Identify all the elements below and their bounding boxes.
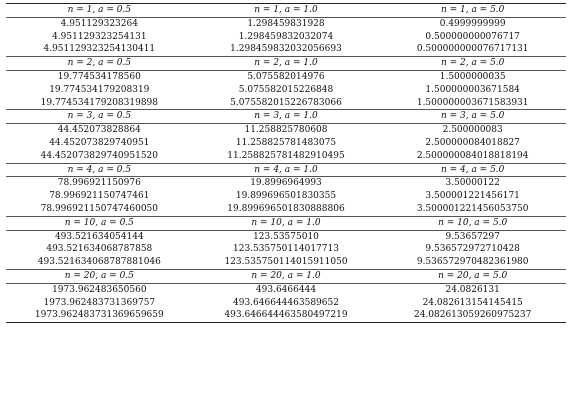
value-cell: 44.452073829740951520 [40, 150, 159, 161]
value-cell: 2.500000083 [442, 125, 503, 136]
group-header-row [6, 57, 566, 71]
value-cell: 24.082613059260975237 [379, 309, 566, 322]
value-cell: 0.500000000076717131 [416, 44, 529, 55]
parameter-header-cell: n = 3, a = 5.0 [379, 110, 566, 124]
value-cell: 1973.962483731369659659 [6, 309, 193, 322]
value-cell: 1.5000000035 [439, 71, 506, 82]
results-table-body [6, 4, 566, 323]
table-row [6, 137, 566, 150]
value-cell: 19.774534179208319898 [40, 97, 159, 108]
table-row [6, 97, 566, 110]
table-row [6, 203, 566, 216]
results-table [6, 3, 566, 323]
value-cell: 24.082613154145415 [422, 297, 523, 308]
parameter-header-cell: n = 20, a = 0.5 [6, 269, 193, 283]
value-cell: 2.500000084018818194 [416, 150, 529, 161]
group-header-row [6, 163, 566, 177]
value-cell: 0.500000000076717 [425, 31, 520, 42]
value-cell: 123.535750114017713 [233, 244, 339, 255]
parameter-header-cell: n = 4, a = 1.0 [193, 163, 380, 177]
value-cell: 4.951129323254131 [52, 31, 147, 42]
table-row [6, 17, 566, 30]
value-cell: 0.4999999999 [439, 18, 506, 29]
value-cell: 493.6466444 [255, 284, 317, 295]
value-cell: 44.452073828864 [57, 125, 141, 136]
value-cell: 493.521634068787858 [46, 244, 153, 255]
value-cell: 3.500001221456171 [425, 191, 520, 202]
parameter-header-cell: n = 2, a = 5.0 [379, 57, 566, 71]
parameter-header-cell: n = 3, a = 0.5 [6, 110, 193, 124]
value-cell: 19.774534178560 [57, 71, 141, 82]
value-cell: 11.258825780608 [244, 125, 328, 136]
value-cell: 19.899696501830355 [235, 191, 337, 202]
value-cell: 5.075582015226848 [238, 84, 334, 95]
value-cell: 1.500000003671583931 [416, 97, 529, 108]
value-cell: 1973.962483650560 [52, 284, 147, 295]
value-cell: 78.996921150747461 [49, 191, 150, 202]
value-cell: 19.899696501830888806 [227, 203, 345, 214]
table-row [6, 124, 566, 137]
parameter-header-cell: n = 4, a = 5.0 [379, 163, 566, 177]
value-cell: 1.500000003671584 [425, 84, 520, 95]
parameter-header-cell: n = 20, a = 1.0 [193, 269, 380, 283]
parameter-header-cell: n = 2, a = 1.0 [193, 57, 380, 71]
table-row [6, 243, 566, 256]
group-header-row [6, 216, 566, 230]
value-cell: 5.075582015226783066 [230, 97, 342, 108]
value-cell: 44.452073829740951 [49, 137, 150, 148]
table-row [6, 84, 566, 97]
parameter-header-cell: n = 4, a = 0.5 [6, 163, 193, 177]
table-row [6, 150, 566, 163]
parameter-header-cell: n = 10, a = 1.0 [193, 216, 380, 230]
value-cell: 4.951129323254130411 [43, 44, 156, 55]
value-cell: 493.521634068787881046 [37, 257, 161, 268]
value-cell: 11.258825781482910495 [227, 150, 345, 161]
value-cell: 123.53575010 [253, 231, 319, 242]
parameter-header-cell: n = 20, a = 5.0 [379, 269, 566, 283]
table-row [6, 283, 566, 296]
value-cell: 493.521634054144 [54, 231, 144, 242]
value-cell: 11.258825781483075 [235, 137, 337, 148]
parameter-header-cell: n = 3, a = 1.0 [193, 110, 380, 124]
value-cell: 78.996921150747460050 [40, 203, 159, 214]
value-cell: 19.774534179208319 [49, 84, 150, 95]
value-cell: 3.50000122 [445, 178, 500, 189]
value-cell: 123.535750114015911050 [224, 257, 348, 268]
table-row [6, 177, 566, 190]
parameter-header-cell: n = 1, a = 1.0 [193, 4, 380, 18]
parameter-header-cell: n = 10, a = 0.5 [6, 216, 193, 230]
value-cell: 9.536572970482361980 [416, 257, 529, 268]
group-header-row [6, 110, 566, 124]
parameter-header-cell: n = 2, a = 0.5 [6, 57, 193, 71]
value-cell: 1.298459831928 [247, 18, 325, 29]
value-cell: 493.646644463589652 [233, 297, 339, 308]
value-cell: 19.8996964993 [250, 178, 322, 189]
value-cell: 9.53657297 [445, 231, 500, 242]
value-cell: 493.646644463580497219 [193, 309, 380, 322]
table-row [6, 297, 566, 310]
value-cell: 2.500000084018827 [425, 137, 520, 148]
value-cell: 78.996921150976 [57, 178, 141, 189]
group-header-row [6, 269, 566, 283]
value-cell: 5.075582014976 [247, 71, 325, 82]
value-cell: 4.951129323264 [60, 18, 138, 29]
parameter-header-cell: n = 10, a = 5.0 [379, 216, 566, 230]
table-row [6, 43, 566, 56]
value-cell: 1.298459832032056693 [230, 44, 342, 55]
table-row [6, 31, 566, 44]
value-cell: 1973.962483731369757 [43, 297, 156, 308]
value-cell: 3.500001221456053750 [416, 203, 529, 214]
group-header-row [6, 4, 566, 18]
table-row [6, 190, 566, 203]
parameter-header-cell: n = 1, a = 0.5 [6, 4, 193, 18]
table-row [6, 230, 566, 243]
table-row [6, 309, 566, 322]
table-row [6, 256, 566, 269]
value-cell: 1.298459832032074 [238, 31, 334, 42]
value-cell: 9.536572972710428 [425, 244, 520, 255]
value-cell: 24.0826131 [445, 284, 500, 295]
table-row [6, 70, 566, 83]
parameter-header-cell: n = 1, a = 5.0 [379, 4, 566, 18]
